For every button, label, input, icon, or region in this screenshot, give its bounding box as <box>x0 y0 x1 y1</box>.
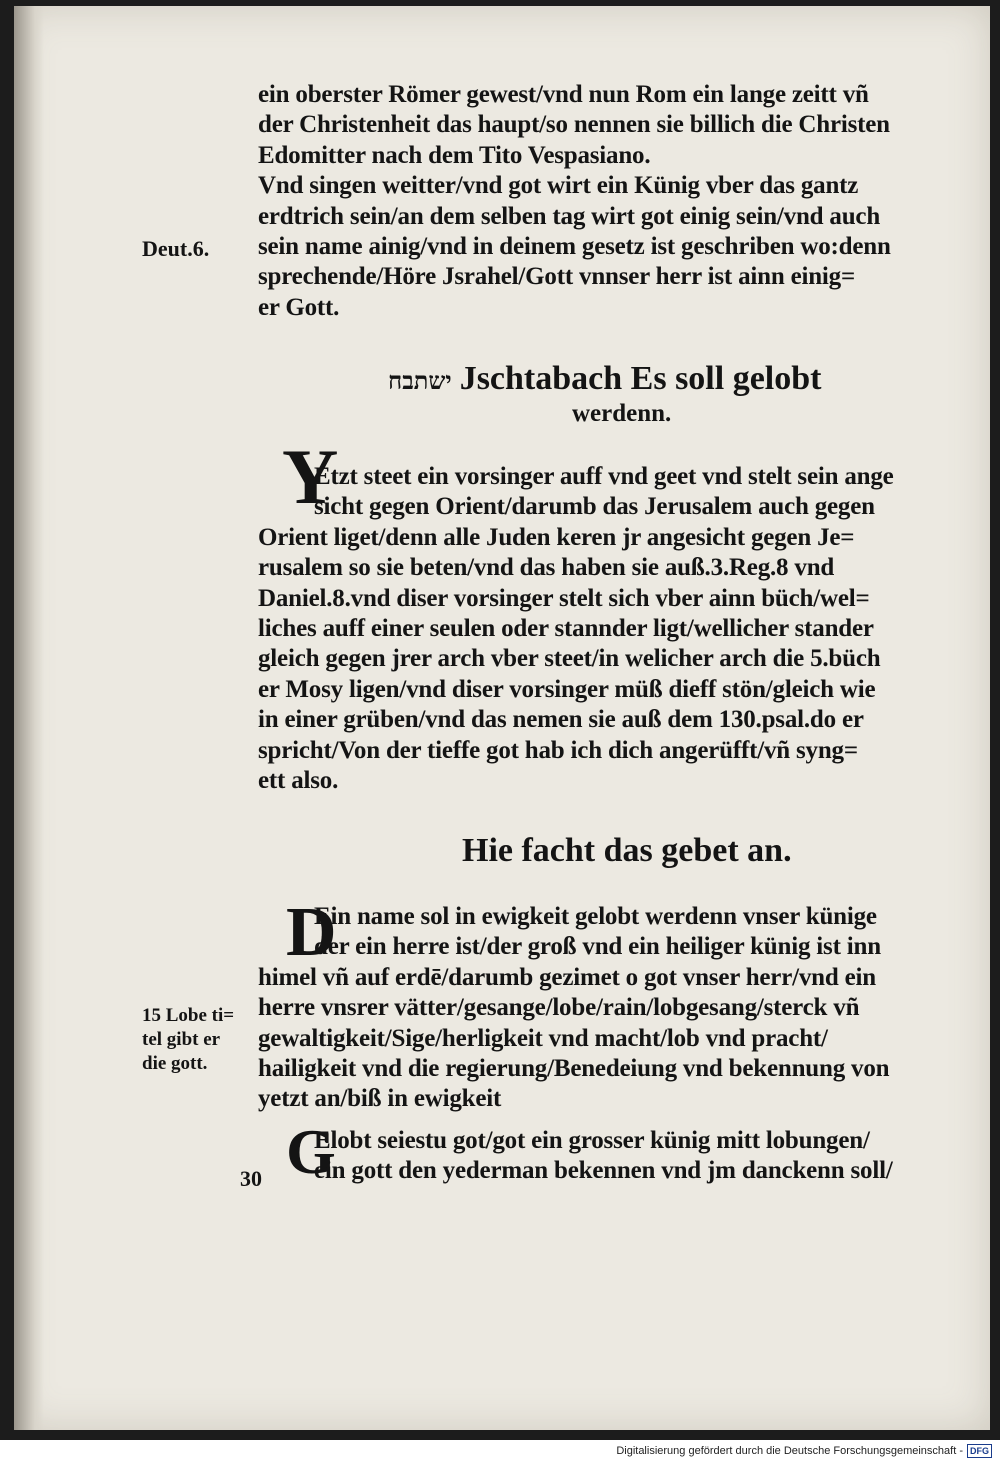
text-line: er Mosy ligen/vnd diser vorsinger müß dieff stön/gleich wie <box>258 675 876 703</box>
text-line: yetzt an/biß in ewigkeit <box>258 1085 502 1113</box>
margin-note-lobetitel <box>142 1004 262 1076</box>
text-line: sicht gegen Orient/darumb das Jerusalem auch gegen <box>314 493 875 521</box>
text-line: Orient liget/denn alle Juden keren jr angesicht gegen Je= <box>258 523 855 551</box>
text-line: erdtrich sein/an dem selben tag wirt got einig sein/vnd auch <box>258 202 881 230</box>
text-line: spricht/Von der tieffe got hab ich dich angerüfft/vñ syng= <box>258 736 858 764</box>
text-line: der Christenheit das haupt/so nennen sie billich die Christen <box>258 111 890 139</box>
text-line: Elobt seiestu got/got ein grosser künig mitt lobungen/ <box>314 1127 870 1154</box>
text-line: gleich gegen jrer arch vber steet/in welicher arch die 5.büch <box>258 645 881 673</box>
text-line: ein gott den yederman bekennen vnd jm danckenn soll/ <box>314 1157 893 1185</box>
text-line: sprechende/Höre Jsrahel/Gott vnnser herr ist ainn einig= <box>258 263 856 291</box>
drop-cap-y: Y <box>282 433 339 520</box>
heading-text: Jschtabach Es soll gelobt <box>459 360 822 397</box>
text-line: Vnd singen weitter/vnd got wirt ein Künig vber das gantz <box>258 172 859 200</box>
page-gutter <box>14 6 44 1430</box>
section-heading-ischtabach <box>388 360 821 398</box>
text-block-2 <box>258 462 988 796</box>
page-number: 30 <box>240 1166 262 1191</box>
text-block-3 <box>258 902 988 1115</box>
text-line: Edomitter nach dem Tito Vespasiano. <box>258 141 651 169</box>
text-line: hailigkeit vnd die regierung/Benedeiung vnd bekennung von <box>258 1055 890 1083</box>
margin-note-line: tel gibt er <box>142 1029 221 1050</box>
text-line: der ein herre ist/der groß vnd ein heiliger künig ist inn <box>314 933 881 961</box>
text-line: ein oberster Römer gewest/vnd nun Rom ein lange zeitt vñ <box>258 81 869 108</box>
text-block-4 <box>258 1126 988 1187</box>
text-line: sein name ainig/vnd in deinem gesetz ist geschriben wo:denn <box>258 233 891 261</box>
text-line: Ein name sol in ewigkeit gelobt werdenn vnser künige <box>314 903 877 930</box>
text-line: in einer grüben/vnd das nemen sie auß dem 130.psal.do er <box>258 706 864 734</box>
drop-cap-g: G <box>286 1116 336 1187</box>
margin-note-line: die gott. <box>142 1053 208 1074</box>
footer-credit: Digitalisierung gefördert durch die Deutsche Forschungsgemeinschaft - <box>616 1445 963 1457</box>
text-line: herre vnsrer vätter/gesange/lobe/rain/lobgesang/sterck vñ <box>258 994 860 1022</box>
section-heading-gebet: Hie facht das gebet an. <box>462 832 792 869</box>
dfg-logo: DFG <box>967 1444 992 1458</box>
hebrew-word: ישתבח <box>388 369 452 395</box>
text-line: Daniel.8.vnd diser vorsinger stelt sich vber ainn büch/wel= <box>258 584 870 612</box>
drop-cap-d: D <box>286 894 337 971</box>
text-line: ett also. <box>258 767 339 795</box>
margin-note-deut: Deut.6. <box>142 236 210 261</box>
text-line: gewaltigkeit/Sige/herligkeit vnd macht/lob vnd pracht/ <box>258 1024 828 1052</box>
digitization-footer <box>616 1443 992 1459</box>
text-line: liches auff einer seulen oder stannder ligt/wellicher stander <box>258 615 874 643</box>
section-heading-continuation: werdenn. <box>572 400 672 427</box>
text-line: er Gott. <box>258 293 340 321</box>
text-line: Etzt steet ein vorsinger auff vnd geet vnd stelt sein ange <box>314 463 894 490</box>
text-line: himel vñ auf erdē/darumb gezimet o got vnser herr/vnd ein <box>258 963 876 991</box>
text-line: rusalem so sie beten/vnd das haben sie auß.3.Reg.8 vnd <box>258 554 835 582</box>
text-block-1 <box>258 80 988 323</box>
margin-note-line: 15 Lobe ti= <box>142 1005 235 1026</box>
